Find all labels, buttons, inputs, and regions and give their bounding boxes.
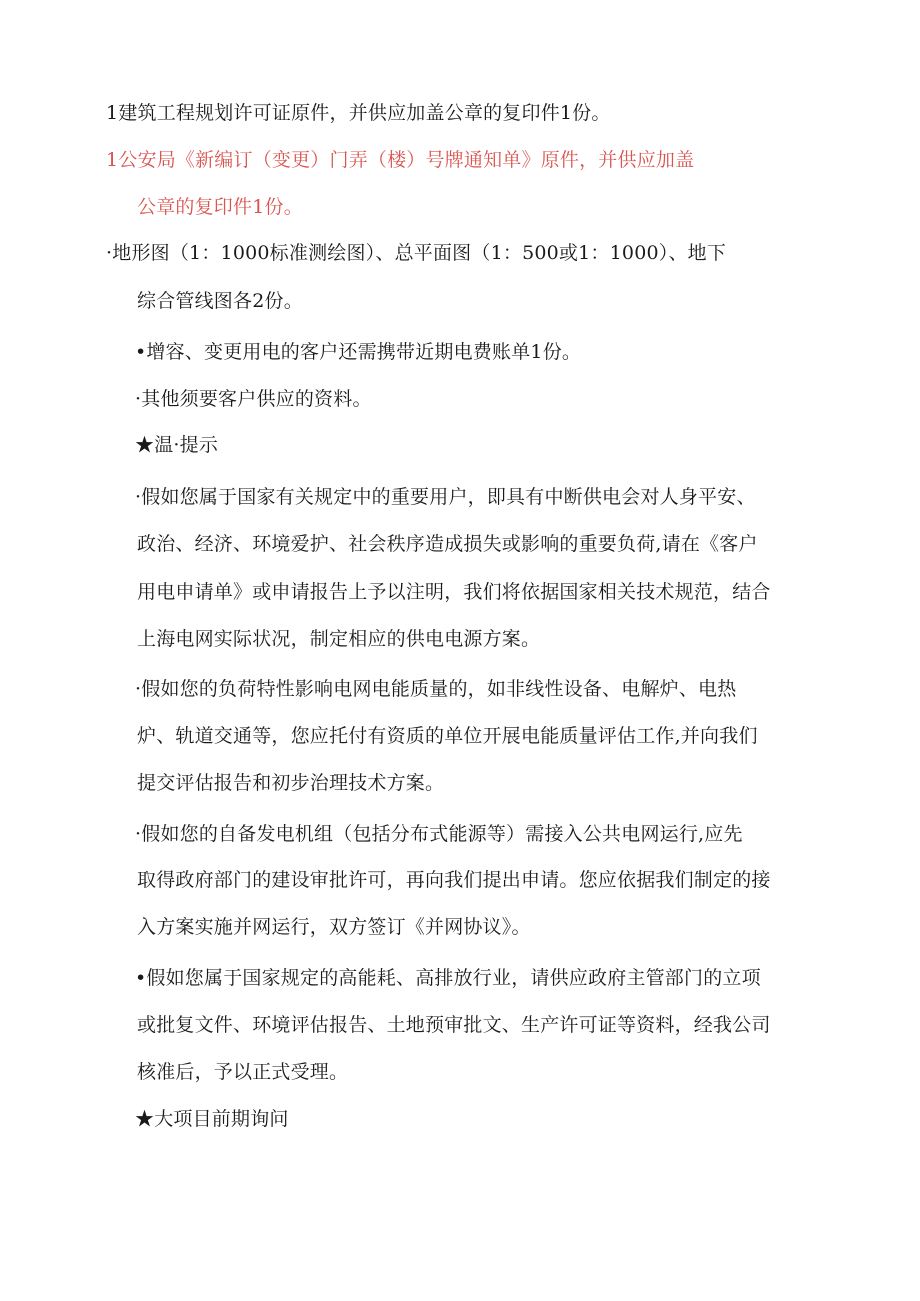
tip-important-user-line3: 用电申请单》或申请报告上予以注明，我们将依据国家相关技术规范，结合: [137, 581, 771, 603]
requirement-electric-bill: •增容、变更用电的客户还需携带近期电费账单1份。: [135, 341, 582, 363]
tip-self-generation-line2: 取得政府部门的建设审批许可，再向我们提出申请。您应依据我们制定的接: [137, 869, 771, 891]
tip-self-generation: ·假如您的自备发电机组（包括分布式能源等）需接入公共电网运行,应先: [135, 823, 743, 845]
tip-high-energy-industry-line3: 核准后，予以正式受理。: [137, 1061, 349, 1083]
tip-important-user: ·假如您属于国家有关规定中的重要用户，即具有中断供电会对人身平安、: [135, 486, 756, 508]
tip-high-energy-industry-line2: 或批复文件、环境评估报告、土地预审批文、生产许可证等资料，经我公司: [137, 1014, 771, 1036]
tip-power-quality-line2: 炉、轨道交通等，您应托付有资质的单位开展电能质量评估工作,并向我们: [137, 725, 758, 747]
tip-important-user-line4: 上海电网实际状况，制定相应的供电电源方案。: [137, 628, 541, 650]
tip-self-generation-line3: 入方案实施并网运行，双方签订《并网协议》。: [137, 916, 531, 938]
requirement-house-number-notice-cont: 公章的复印件1份。: [137, 196, 303, 218]
section-heading-tips: ★温·提示: [135, 434, 219, 456]
tip-power-quality-line3: 提交评估报告和初步治理技术方案。: [137, 772, 445, 794]
tip-power-quality: ·假如您的负荷特性影响电网电能质量的，如非线性设备、电解炉、电热: [135, 678, 737, 700]
section-heading-major-project: ★大项目前期询问: [135, 1108, 289, 1130]
tip-high-energy-industry: •假如您属于国家规定的高能耗、高排放行业，请供应政府主管部门的立项: [135, 967, 761, 989]
tip-important-user-line2: 政治、经济、环境爱护、社会秩序造成损失或影响的重要负荷,请在《客户: [137, 533, 758, 555]
requirement-house-number-notice: 1公安局《新编订（变更）门弄（楼）号牌通知单》原件，并供应加盖: [106, 149, 695, 171]
requirement-maps: ·地形图（1：1000标准测绘图）、总平面图（1：500或1：1000）、地下: [106, 242, 727, 264]
requirement-maps-cont: 综合管线图各2份。: [137, 290, 303, 312]
requirement-other-materials: ·其他须要客户供应的资料。: [135, 388, 372, 410]
requirement-planning-permit: 1建筑工程规划许可证原件，并供应加盖公章的复印件1份。: [106, 102, 611, 124]
